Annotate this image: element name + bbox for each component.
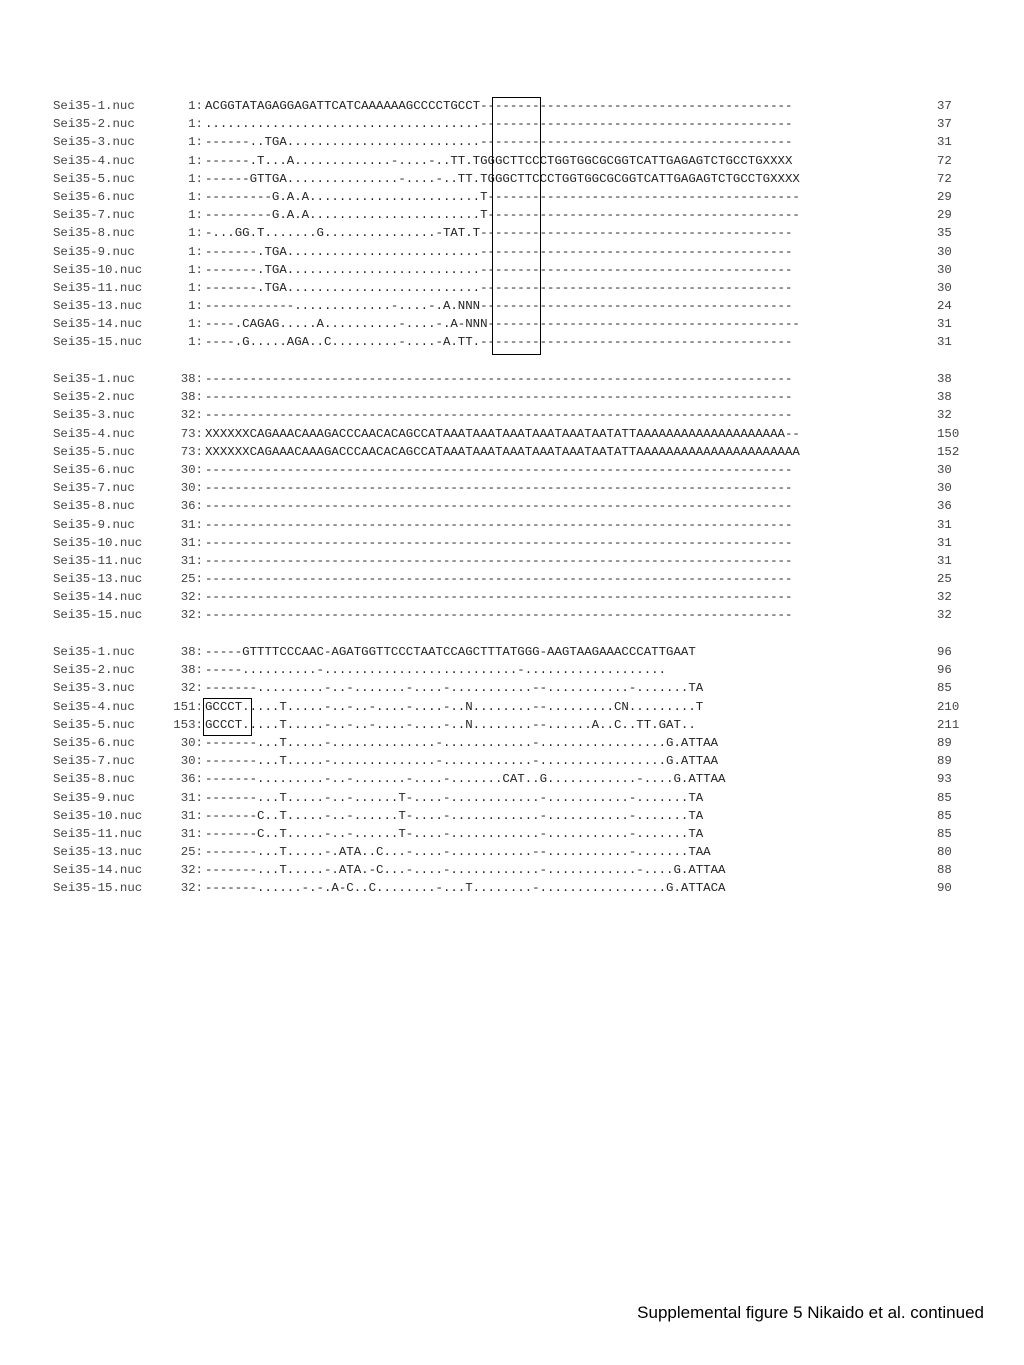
sequence-name: Sei35-4.nuc — [53, 426, 135, 441]
sequence-text: XXXXXXCAGAAACAAAGACCCAACACAGCCATAAATAAATAAATAAATAAATAATATTAAAAAAAAAAAAAAAAAAAAAA — [205, 444, 800, 459]
end-position: 30 — [937, 481, 952, 496]
sequence-name: Sei35-2.nuc — [53, 663, 135, 678]
sequence-text: -------.TGA..........................------------------------------------------ — [205, 244, 793, 259]
end-position: 31 — [937, 535, 952, 550]
start-position: 31: — [180, 517, 203, 532]
end-position: 32 — [937, 608, 952, 623]
sequence-text: -------...T.....-..............-............-.................G.ATTAA — [205, 754, 719, 769]
end-position: 31 — [937, 517, 952, 532]
sequence-text: ------.T...A.............-....-..TT.TGGGCTTCCCTGGTGGCGCGGTCATTGAGAGTCTGCCTGXXXX — [205, 153, 793, 168]
end-position: 150 — [937, 426, 960, 441]
start-position: 1: — [188, 153, 203, 168]
sequence-text: ------------------------------------------------------------------------------- — [205, 372, 793, 386]
end-position: 90 — [937, 881, 952, 896]
sequence-text: -------...T.....-.ATA..C...-....-...........--...........-.......TAA — [205, 845, 711, 860]
start-position: 1: — [188, 171, 203, 186]
sequence-text: -------......-.-.A-C..C........-...T........-.................G.ATTACA — [205, 881, 726, 896]
sequence-text: ----.G.....AGA..C.........-....-A.TT.------------------------------------------ — [205, 335, 793, 350]
sequence-text: ------------------------------------------------------------------------------- — [205, 590, 793, 605]
start-position: 1: — [188, 208, 203, 223]
start-position: 153: — [173, 717, 203, 732]
end-position: 89 — [937, 735, 952, 750]
sequence-name: Sei35-14.nuc — [53, 317, 143, 332]
sequence-name: Sei35-4.nuc — [53, 153, 135, 168]
start-position: 30: — [180, 754, 203, 769]
sequence-text: -------...T.....-..............-............-.................G.ATTAA — [205, 735, 719, 750]
sequence-name: Sei35-10.nuc — [53, 535, 143, 550]
start-position: 31: — [180, 790, 203, 805]
start-position: 1: — [188, 226, 203, 241]
sequence-text: ACGGTATAGAGGAGATTCATCAAAAAAGCCCCTGCCT------------------------------------------ — [205, 99, 793, 113]
end-position: 36 — [937, 499, 952, 514]
sequence-name: Sei35-8.nuc — [53, 499, 135, 514]
sequence-text: ------------------------------------------------------------------------------- — [205, 553, 793, 568]
sequence-name: Sei35-11.nuc — [53, 280, 143, 295]
sequence-name: Sei35-1.nuc — [53, 99, 135, 113]
sequence-name: Sei35-15.nuc — [53, 881, 143, 896]
sequence-name: Sei35-5.nuc — [53, 171, 135, 186]
sequence-text: ------------------------------------------------------------------------------- — [205, 462, 793, 477]
end-position: 30 — [937, 280, 952, 295]
sequence-text: ------------------------------------------------------------------------------- — [205, 408, 793, 423]
start-position: 36: — [180, 499, 203, 514]
start-position: 32: — [180, 863, 203, 878]
end-position: 32 — [937, 590, 952, 605]
sequence-text: -------...T.....-..-......T-....-............-...........-.......TA — [205, 790, 704, 805]
start-position: 32: — [180, 881, 203, 896]
sequence-text: ------..TGA..........................------------------------------------------ — [205, 135, 793, 150]
end-position: 85 — [937, 808, 952, 823]
sequence-text: -------.........-..-.......-....-...........--...........-.......TA — [205, 681, 704, 696]
sequence-text: -------C..T.....-..-......T-....-............-...........-.......TA — [205, 826, 704, 841]
sequence-text: ------------------------------------------------------------------------------- — [205, 608, 793, 623]
sequence-name: Sei35-8.nuc — [53, 226, 135, 241]
start-position: 25: — [180, 572, 203, 587]
start-position: 1: — [188, 189, 203, 204]
start-position: 31: — [180, 535, 203, 550]
sequence-name: Sei35-10.nuc — [53, 262, 143, 277]
end-position: 37 — [937, 99, 952, 113]
end-position: 30 — [937, 462, 952, 477]
sequence-text: ------------------------------------------------------------------------------- — [205, 517, 793, 532]
sequence-name: Sei35-7.nuc — [53, 481, 135, 496]
sequence-text: -------...T.....-.ATA.-C...-....-............-............-....G.ATTAA — [205, 863, 726, 878]
start-position: 1: — [188, 299, 203, 314]
sequence-name: Sei35-5.nuc — [53, 444, 135, 459]
sequence-text: -------.TGA..........................------------------------------------------ — [205, 262, 793, 277]
highlight-box-gccct-start — [203, 698, 252, 736]
end-position: 85 — [937, 681, 952, 696]
sequence-text: -...GG.T.......G...............-TAT.T------------------------------------------ — [205, 226, 793, 241]
end-position: 152 — [937, 444, 960, 459]
end-position: 89 — [937, 754, 952, 769]
sequence-text: ------------.............-....-.A.NNN------------------------------------------ — [205, 299, 793, 314]
end-position: 96 — [937, 663, 952, 678]
start-position: 1: — [188, 280, 203, 295]
start-position: 151: — [173, 699, 203, 714]
sequence-name: Sei35-2.nuc — [53, 117, 135, 132]
sequence-name: Sei35-15.nuc — [53, 335, 143, 350]
sequence-text: -------C..T.....-..-......T-....-............-...........-.......TA — [205, 808, 704, 823]
start-position: 32: — [180, 608, 203, 623]
end-position: 29 — [937, 189, 952, 204]
start-position: 38: — [180, 663, 203, 678]
start-position: 31: — [180, 808, 203, 823]
start-position: 25: — [180, 845, 203, 860]
start-position: 1: — [188, 135, 203, 150]
end-position: 85 — [937, 790, 952, 805]
sequence-text: ---------G.A.A.......................T------------------------------------------ — [205, 208, 800, 223]
start-position: 30: — [180, 462, 203, 477]
figure-caption: Supplemental figure 5 Nikaido et al. continued — [637, 1303, 984, 1322]
start-position: 1: — [188, 99, 203, 113]
end-position: 80 — [937, 845, 952, 860]
sequence-name: Sei35-8.nuc — [53, 772, 135, 787]
sequence-text: -------.TGA..........................------------------------------------------ — [205, 280, 793, 295]
start-position: 32: — [180, 590, 203, 605]
start-position: 1: — [188, 335, 203, 350]
sequence-name: Sei35-9.nuc — [53, 517, 135, 532]
sequence-name: Sei35-4.nuc — [53, 699, 135, 714]
start-position: 38: — [180, 390, 203, 405]
sequence-text: GCCCT.....T.....-..-..-....-....-..N........--......A..C..TT.GAT.. — [205, 717, 696, 732]
end-position: 93 — [937, 772, 952, 787]
start-position: 31: — [180, 826, 203, 841]
sequence-name: Sei35-1.nuc — [53, 372, 135, 386]
end-position: 38 — [937, 390, 952, 405]
sequence-name: Sei35-6.nuc — [53, 462, 135, 477]
sequence-text: -----..........-..........................-................... — [205, 663, 667, 678]
start-position: 73: — [180, 426, 203, 441]
sequence-name: Sei35-3.nuc — [53, 135, 135, 150]
end-position: 211 — [937, 717, 960, 732]
sequence-name: Sei35-2.nuc — [53, 390, 135, 405]
end-position: 72 — [937, 171, 952, 186]
start-position: 32: — [180, 408, 203, 423]
sequence-name: Sei35-1.nuc — [53, 645, 135, 659]
sequence-name: Sei35-15.nuc — [53, 608, 143, 623]
start-position: 1: — [188, 262, 203, 277]
end-position: 32 — [937, 408, 952, 423]
start-position: 30: — [180, 481, 203, 496]
start-position: 1: — [188, 244, 203, 259]
end-position: 38 — [937, 372, 952, 386]
sequence-text: -----GTTTTCCCAAC-AGATGGTTCCCTAATCCAGCTTTATGGG-AAGTAAGAAACCCATTGAAT — [205, 645, 696, 659]
sequence-name: Sei35-14.nuc — [53, 590, 143, 605]
start-position: 36: — [180, 772, 203, 787]
end-position: 31 — [937, 317, 952, 332]
sequence-name: Sei35-13.nuc — [53, 572, 143, 587]
sequence-name: Sei35-11.nuc — [53, 826, 143, 841]
end-position: 85 — [937, 826, 952, 841]
sequence-text: -------.........-..-.......-....-.......CAT..G............-....G.ATTAA — [205, 772, 726, 787]
sequence-text: ------------------------------------------------------------------------------- — [205, 481, 793, 496]
sequence-name: Sei35-3.nuc — [53, 408, 135, 423]
sequence-name: Sei35-7.nuc — [53, 754, 135, 769]
start-position: 73: — [180, 444, 203, 459]
sequence-text: ------------------------------------------------------------------------------- — [205, 572, 793, 587]
end-position: 72 — [937, 153, 952, 168]
start-position: 38: — [180, 372, 203, 386]
sequence-name: Sei35-9.nuc — [53, 244, 135, 259]
end-position: 30 — [937, 244, 952, 259]
start-position: 1: — [188, 317, 203, 332]
sequence-text: XXXXXXCAGAAACAAAGACCCAACACAGCCATAAATAAATAAATAAATAAATAATATTAAAAAAAAAAAAAAAAAAAA-- — [205, 426, 800, 441]
end-position: 24 — [937, 299, 952, 314]
sequence-text: ------GTTGA...............-....-..TT.TGGGCTTCCCTGGTGGCGCGGTCATTGAGAGTCTGCCTGXXXX — [205, 171, 800, 186]
start-position: 32: — [180, 681, 203, 696]
sequence-name: Sei35-13.nuc — [53, 299, 143, 314]
sequence-text: ---------G.A.A.......................T------------------------------------------ — [205, 189, 800, 204]
end-position: 35 — [937, 226, 952, 241]
end-position: 88 — [937, 863, 952, 878]
sequence-name: Sei35-6.nuc — [53, 189, 135, 204]
end-position: 31 — [937, 135, 952, 150]
sequence-text: ------------------------------------------------------------------------------- — [205, 499, 793, 514]
sequence-name: Sei35-6.nuc — [53, 735, 135, 750]
sequence-text: ----.CAGAG.....A..........-....-.A-NNN------------------------------------------ — [205, 317, 800, 332]
sequence-name: Sei35-5.nuc — [53, 717, 135, 732]
sequence-text: ------------------------------------------------------------------------------- — [205, 535, 793, 550]
start-position: 30: — [180, 735, 203, 750]
start-position: 38: — [180, 645, 203, 659]
sequence-name: Sei35-13.nuc — [53, 845, 143, 860]
end-position: 25 — [937, 572, 952, 587]
sequence-name: Sei35-3.nuc — [53, 681, 135, 696]
end-position: 31 — [937, 553, 952, 568]
highlight-box-gcct-column — [492, 97, 541, 355]
sequence-name: Sei35-7.nuc — [53, 208, 135, 223]
start-position: 1: — [188, 117, 203, 132]
end-position: 96 — [937, 645, 952, 659]
sequence-name: Sei35-9.nuc — [53, 790, 135, 805]
sequence-name: Sei35-14.nuc — [53, 863, 143, 878]
sequence-name: Sei35-11.nuc — [53, 553, 143, 568]
sequence-text: .....................................------------------------------------------ — [205, 117, 793, 132]
sequence-name: Sei35-10.nuc — [53, 808, 143, 823]
start-position: 31: — [180, 553, 203, 568]
sequence-text: ------------------------------------------------------------------------------- — [205, 390, 793, 405]
end-position: 37 — [937, 117, 952, 132]
sequence-text: GCCCT.....T.....-..-..-....-....-..N........--.........CN.........T — [205, 699, 704, 714]
end-position: 29 — [937, 208, 952, 223]
end-position: 30 — [937, 262, 952, 277]
end-position: 31 — [937, 335, 952, 350]
end-position: 210 — [937, 699, 960, 714]
